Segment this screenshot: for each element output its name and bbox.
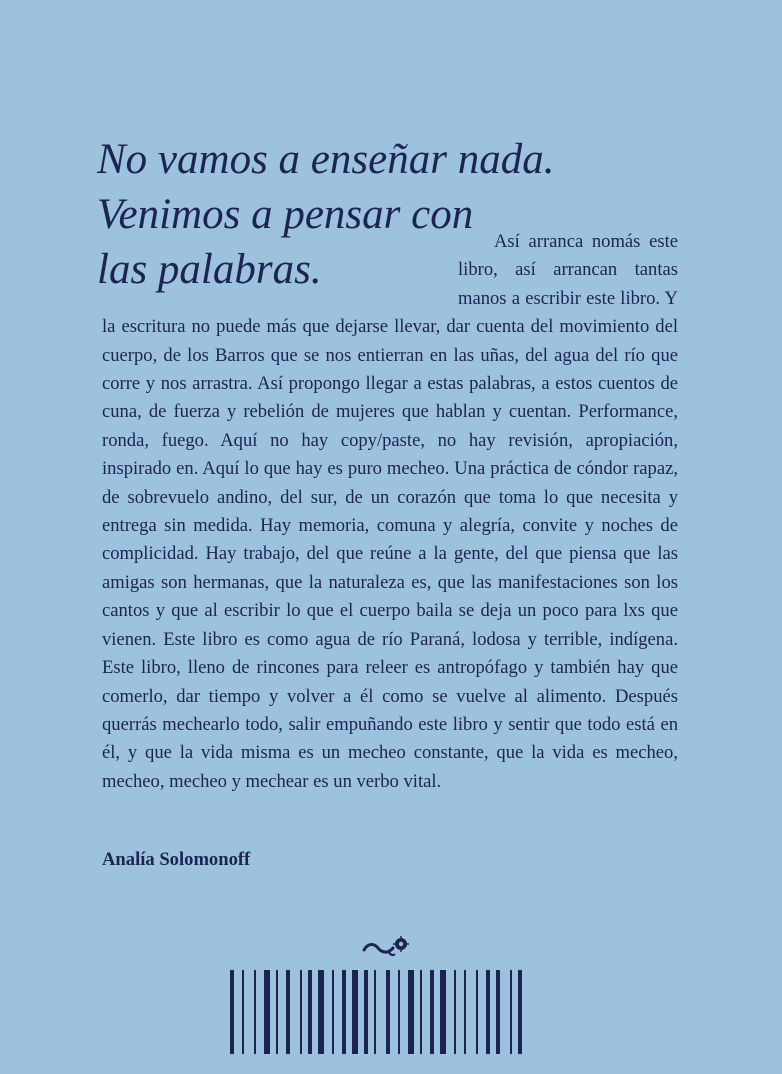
barcode-bar [510,970,512,1054]
barcode-bar [496,970,500,1054]
barcode-bar [254,970,256,1054]
barcode-bar [230,970,234,1054]
barcode-bar [464,970,466,1054]
back-cover-text [102,228,678,796]
barcode-bar [276,970,278,1054]
barcode-bar [364,970,368,1054]
barcode-bar [518,970,522,1054]
barcode-bar [386,970,390,1054]
barcode-bar [318,970,324,1054]
barcode-bar [264,970,270,1054]
author-signature: Analía Solomonoff [102,849,251,870]
barcode-bar [332,970,334,1054]
barcode-bar [398,970,400,1054]
barcode-bar [476,970,478,1054]
barcode-bar [420,970,422,1054]
body-paragraph: Así arranca nomás este libro, así arrancan tantas manos a escribir este libro. Y la escritura no puede más que dejarse llevar, dar cuenta del movimiento del cuerpo, de los Barros que se nos entierran en las uñas, del agua del río que corre y nos arrastra. Así propongo llegar a estas palabras, a estos cuentos de cuna, de fuerza y rebelión de mujeres que hablan y cuentan. Performance, ronda, fuego. Aquí no hay copy/paste, no hay revisión, apropiación, inspirado en. Aquí lo que hay es puro mecheo. Una práctica de cóndor rapaz, de sobrevuelo andino, del sur, de un corazón que toma lo que necesita y entrega sin medida. Hay memoria, comuna y alegría, convite y noches de complicidad. Hay trabajo, del que reúne a la gente, del que piensa que las amigas son hermanas, que la naturaleza es, que las manifestaciones son los cantos y que al escribir lo que el cuerpo baila se deja un poco para lxs que vienen. Este libro es como agua de río Paraná, lodosa y terrible, indígena. Este libro, lleno de rincones para releer es antropófago y también hay que comerlo, dar tiempo y volver a él como se vuelve al alimento. Después querrás mechearlo todo, salir empuñando este libro y sentir que todo está en él, y que la vida misma es un mecheo constante, que la vida es mecheo, mecheo, mecheo y mechear es un verbo vital. [102,231,678,792]
quote-wrap-spacer [102,228,494,256]
barcode-bar [408,970,414,1054]
barcode-bar [486,970,490,1054]
barcode-bar [308,970,312,1054]
barcode-bar [286,970,290,1054]
barcode-bar [374,970,376,1054]
barcode-bar [300,970,302,1054]
wave-flower-logo-icon [362,934,420,964]
quote-wrap-spacer-2 [102,256,458,313]
quote-line-1: No vamos a enseñar nada. [97,136,555,183]
barcode-bar [342,970,346,1054]
quote-line-3: las palabras. [97,246,322,293]
barcode-bar [430,970,434,1054]
barcode-bar [352,970,358,1054]
barcode-bar [454,970,456,1054]
barcode-bar [440,970,446,1054]
barcode-bar [242,970,244,1054]
barcode-icon [230,970,554,1054]
quote-line-2: Venimos a pensar con [97,191,474,238]
